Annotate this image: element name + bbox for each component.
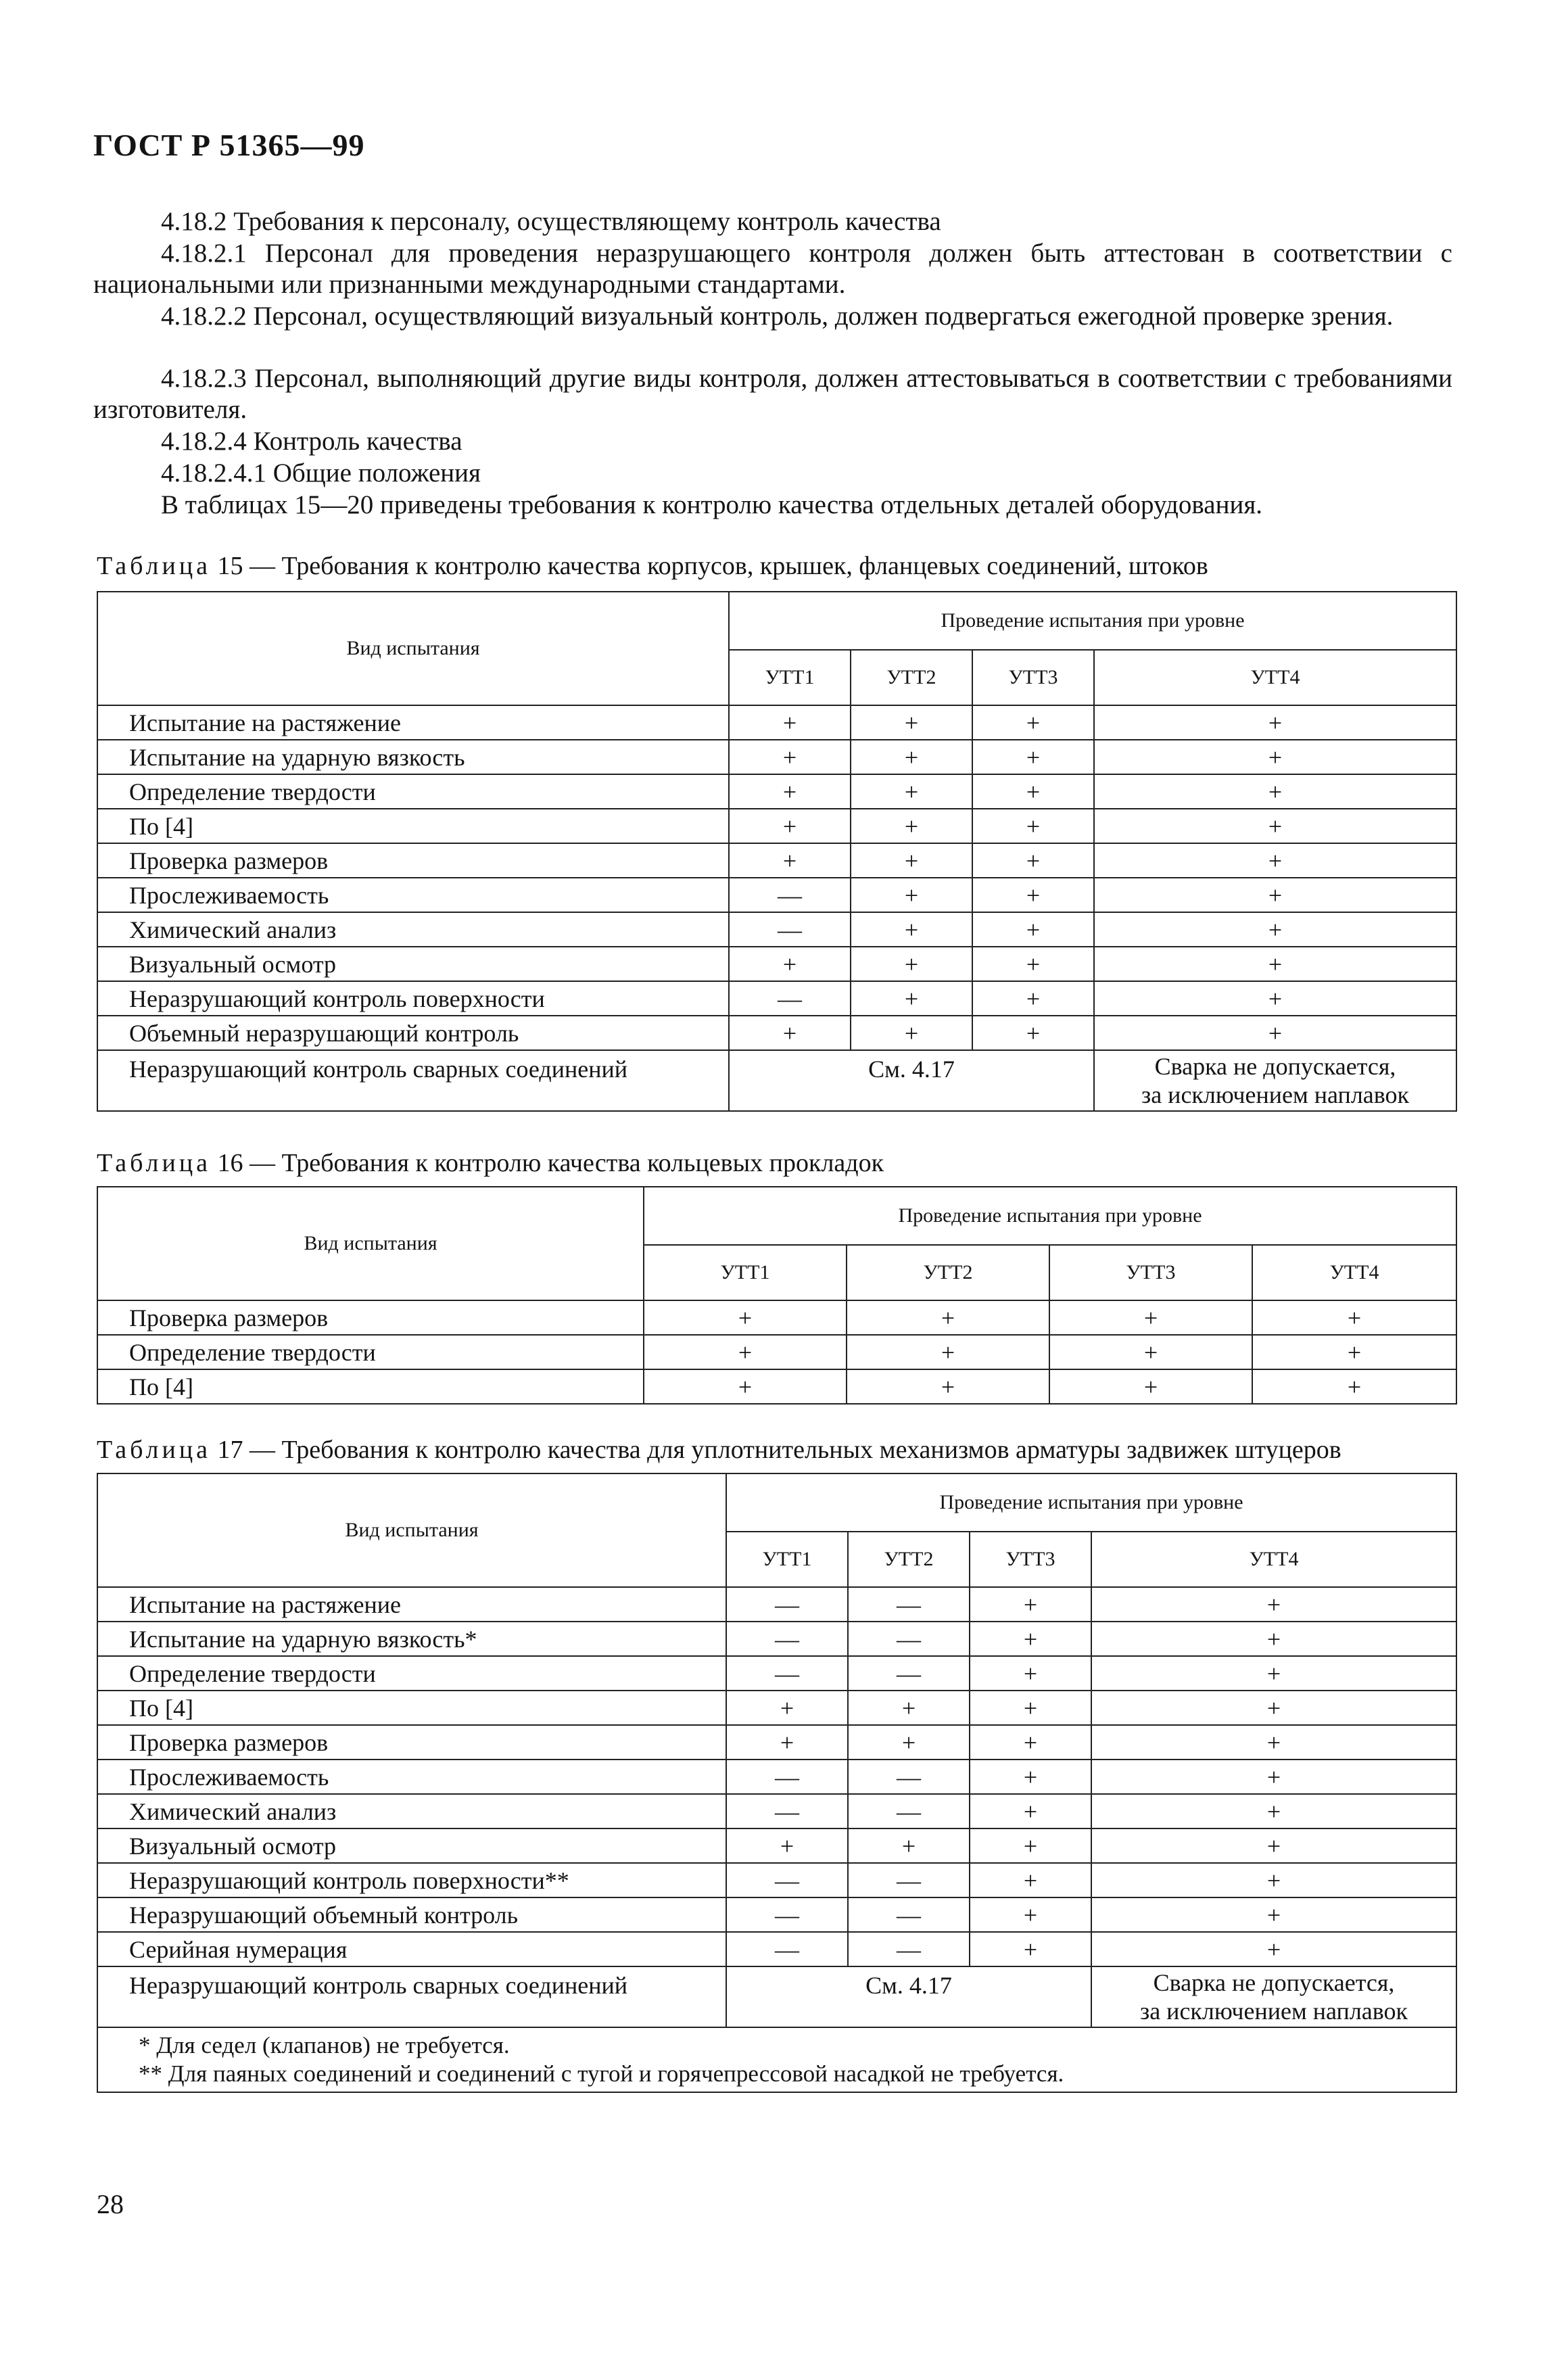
level-4-cell: + bbox=[1252, 1369, 1456, 1404]
header-level-2: УТТ2 bbox=[851, 650, 972, 705]
table-row bbox=[97, 705, 1456, 740]
level-2-cell: — bbox=[848, 1622, 970, 1656]
level-3-cell: + bbox=[970, 1897, 1091, 1932]
header-level-3: УТТ3 bbox=[972, 650, 1094, 705]
welding-note-line-1: Сварка не допускается, bbox=[1153, 1969, 1395, 1996]
footnote-1: * Для седел (клапанов) не требуется. bbox=[139, 2032, 510, 2058]
level-1-cell: + bbox=[726, 1828, 848, 1863]
test-name-cell: Прослеживаемость bbox=[97, 1760, 726, 1794]
header-level-group: Проведение испытания при уровне bbox=[644, 1187, 1456, 1245]
table-row bbox=[97, 1300, 1456, 1335]
header-level-group: Проведение испытания при уровне bbox=[726, 1473, 1456, 1532]
level-2-cell: — bbox=[848, 1794, 970, 1828]
level-1-cell: — bbox=[726, 1897, 848, 1932]
footnote-2: ** Для паяных соединений и соединений с тугой и горячепрессовой насадкой не требуется. bbox=[139, 2060, 1064, 2087]
level-3-cell: + bbox=[972, 843, 1094, 878]
table-row bbox=[97, 774, 1456, 809]
test-name-cell: Проверка размеров bbox=[97, 1725, 726, 1760]
level-3-cell: + bbox=[972, 774, 1094, 809]
table-16 bbox=[97, 1186, 1457, 1405]
level-2-cell: — bbox=[848, 1587, 970, 1622]
header-level-4: УТТ4 bbox=[1094, 650, 1456, 705]
level-1-cell: + bbox=[729, 774, 851, 809]
test-name-cell: Визуальный осмотр bbox=[97, 1828, 726, 1863]
table-row bbox=[97, 1794, 1456, 1828]
header-level-2: УТТ2 bbox=[848, 1532, 970, 1587]
level-4-cell: + bbox=[1094, 774, 1456, 809]
level-2-cell: + bbox=[847, 1335, 1049, 1369]
level-3-cell: + bbox=[970, 1587, 1091, 1622]
level-2-cell: + bbox=[851, 809, 972, 843]
level-4-cell: + bbox=[1252, 1335, 1456, 1369]
test-name-cell: Неразрушающий контроль поверхности bbox=[97, 981, 729, 1016]
level-4-cell: + bbox=[1091, 1863, 1456, 1897]
paragraph-4-18-2: 4.18.2 Требования к персоналу, осуществляющему контроль качества bbox=[161, 207, 941, 236]
level-3-cell: + bbox=[1049, 1369, 1252, 1404]
test-name-cell: Визуальный осмотр bbox=[97, 947, 729, 981]
level-4-cell: + bbox=[1094, 912, 1456, 947]
welding-note bbox=[1091, 1966, 1456, 2027]
table-row bbox=[97, 1725, 1456, 1760]
level-1-cell: — bbox=[729, 981, 851, 1016]
level-2-cell: — bbox=[848, 1656, 970, 1691]
level-3-cell: + bbox=[970, 1794, 1091, 1828]
test-name-cell: Испытание на растяжение bbox=[97, 705, 729, 740]
table-row bbox=[97, 1828, 1456, 1863]
header-level-2: УТТ2 bbox=[847, 1245, 1049, 1300]
welding-note-line-2: за исключением наплавок bbox=[1141, 1081, 1410, 1108]
header-level-1: УТТ1 bbox=[644, 1245, 847, 1300]
test-name-cell: Проверка размеров bbox=[97, 1300, 644, 1335]
table-row bbox=[97, 1863, 1456, 1897]
test-name-cell: Испытание на растяжение bbox=[97, 1587, 726, 1622]
paragraph-tables-intro: В таблицах 15—20 приведены требования к контролю качества отдельных деталей оборудования. bbox=[161, 490, 1263, 519]
level-3-cell: + bbox=[970, 1691, 1091, 1725]
level-3-cell: + bbox=[972, 947, 1094, 981]
level-1-cell: + bbox=[729, 843, 851, 878]
level-1-cell: + bbox=[726, 1725, 848, 1760]
paragraph-4-18-2-4-1: 4.18.2.4.1 Общие положения bbox=[161, 458, 481, 488]
level-4-cell: + bbox=[1094, 981, 1456, 1016]
test-name-cell: Серийная нумерация bbox=[97, 1932, 726, 1966]
test-name-cell: Неразрушающий объемный контроль bbox=[97, 1897, 726, 1932]
level-1-cell: + bbox=[729, 740, 851, 774]
test-name-cell: По [4] bbox=[97, 809, 729, 843]
test-name-cell: Испытание на ударную вязкость* bbox=[97, 1622, 726, 1656]
level-3-cell: + bbox=[1049, 1300, 1252, 1335]
level-4-cell: + bbox=[1091, 1656, 1456, 1691]
table-row bbox=[97, 1369, 1456, 1404]
level-2-cell: + bbox=[851, 705, 972, 740]
level-1-cell: + bbox=[644, 1369, 847, 1404]
level-4-cell: + bbox=[1252, 1300, 1456, 1335]
level-1-cell: + bbox=[729, 705, 851, 740]
level-2-cell: — bbox=[848, 1863, 970, 1897]
level-3-cell: + bbox=[970, 1760, 1091, 1794]
header-level-1: УТТ1 bbox=[726, 1532, 848, 1587]
level-4-cell: + bbox=[1094, 947, 1456, 981]
level-1-cell: + bbox=[729, 947, 851, 981]
level-2-cell: + bbox=[851, 981, 972, 1016]
level-1-cell: + bbox=[644, 1300, 847, 1335]
header-test-type: Вид испытания bbox=[97, 1187, 644, 1300]
paragraph-4-18-2-4: 4.18.2.4 Контроль качества bbox=[161, 427, 462, 456]
level-4-cell: + bbox=[1094, 809, 1456, 843]
paragraph-4-18-2-1: 4.18.2.1 Персонал для проведения неразрушающего контроля должен быть аттестован в соответствии с национальными или признанными международными стандартами. bbox=[93, 239, 1452, 299]
welding-note-line-1: Сварка не допускается, bbox=[1154, 1053, 1396, 1080]
level-2-cell: — bbox=[848, 1760, 970, 1794]
level-2-cell: + bbox=[851, 774, 972, 809]
table-row bbox=[97, 809, 1456, 843]
level-2-cell: + bbox=[851, 947, 972, 981]
level-3-cell: + bbox=[1049, 1335, 1252, 1369]
table-row bbox=[97, 1335, 1456, 1369]
table-row bbox=[97, 878, 1456, 912]
test-name-cell: Химический анализ bbox=[97, 912, 729, 947]
table-17-caption bbox=[97, 1435, 1341, 1465]
test-name-cell: Определение твердости bbox=[97, 1335, 644, 1369]
level-4-cell: + bbox=[1091, 1828, 1456, 1863]
welded-joints-row-label: Неразрушающий контроль сварных соединений bbox=[97, 1050, 729, 1111]
table-row bbox=[97, 1587, 1456, 1622]
level-3-cell: + bbox=[972, 878, 1094, 912]
page-number: 28 bbox=[97, 2189, 124, 2219]
level-2-cell: + bbox=[851, 1016, 972, 1050]
caption-text: 16 — Требования к контролю качества кольцевых прокладок bbox=[211, 1149, 884, 1177]
header-level-group: Проведение испытания при уровне bbox=[729, 592, 1456, 650]
level-4-cell: + bbox=[1091, 1760, 1456, 1794]
level-3-cell: + bbox=[970, 1932, 1091, 1966]
test-name-cell: Химический анализ bbox=[97, 1794, 726, 1828]
level-2-cell: + bbox=[851, 740, 972, 774]
level-4-cell: + bbox=[1091, 1932, 1456, 1966]
table-row bbox=[97, 843, 1456, 878]
table-15-caption bbox=[97, 551, 1208, 581]
table-row bbox=[97, 1760, 1456, 1794]
level-2-cell: + bbox=[847, 1300, 1049, 1335]
level-2-cell: + bbox=[851, 843, 972, 878]
level-1-cell: — bbox=[726, 1932, 848, 1966]
level-2-cell: + bbox=[848, 1828, 970, 1863]
level-1-cell: + bbox=[726, 1691, 848, 1725]
caption-word: Таблица bbox=[97, 552, 212, 580]
header-test-type: Вид испытания bbox=[97, 592, 729, 705]
level-1-cell: + bbox=[729, 809, 851, 843]
level-1-cell: — bbox=[726, 1760, 848, 1794]
level-4-cell: + bbox=[1091, 1587, 1456, 1622]
level-4-cell: + bbox=[1091, 1794, 1456, 1828]
header-level-3: УТТ3 bbox=[1049, 1245, 1252, 1300]
level-4-cell: + bbox=[1094, 740, 1456, 774]
table-row bbox=[97, 912, 1456, 947]
level-1-cell: — bbox=[726, 1587, 848, 1622]
test-name-cell: Прослеживаемость bbox=[97, 878, 729, 912]
welded-joints-reference: См. 4.17 bbox=[726, 1966, 1091, 2027]
caption-text: 17 — Требования к контролю качества для уплотнительных механизмов арматуры задвижек штуцеров bbox=[211, 1436, 1341, 1464]
table-16-caption bbox=[97, 1148, 884, 1178]
test-name-cell: Определение твердости bbox=[97, 774, 729, 809]
table-row bbox=[97, 1622, 1456, 1656]
paragraph-4-18-2-2: 4.18.2.2 Персонал, осуществляющий визуальный контроль, должен подвергаться ежегодной проверке зрения. bbox=[161, 302, 1394, 331]
test-name-cell: Объемный неразрушающий контроль bbox=[97, 1016, 729, 1050]
level-3-cell: + bbox=[970, 1863, 1091, 1897]
level-3-cell: + bbox=[970, 1622, 1091, 1656]
level-2-cell: + bbox=[848, 1691, 970, 1725]
level-3-cell: + bbox=[972, 1016, 1094, 1050]
level-3-cell: + bbox=[972, 809, 1094, 843]
caption-word: Таблица bbox=[97, 1149, 212, 1177]
level-1-cell: — bbox=[729, 878, 851, 912]
table-row bbox=[97, 981, 1456, 1016]
level-2-cell: + bbox=[847, 1369, 1049, 1404]
level-1-cell: — bbox=[726, 1863, 848, 1897]
caption-word: Таблица bbox=[97, 1436, 212, 1464]
welded-joints-row-label: Неразрушающий контроль сварных соединений bbox=[97, 1966, 726, 2027]
level-1-cell: — bbox=[729, 912, 851, 947]
table-row bbox=[97, 1016, 1456, 1050]
level-3-cell: + bbox=[972, 981, 1094, 1016]
caption-text: 15 — Требования к контролю качества корпусов, крышек, фланцевых соединений, штоков bbox=[211, 552, 1208, 580]
level-2-cell: — bbox=[848, 1932, 970, 1966]
level-2-cell: + bbox=[851, 912, 972, 947]
level-1-cell: + bbox=[729, 1016, 851, 1050]
table-row bbox=[97, 1932, 1456, 1966]
level-2-cell: — bbox=[848, 1897, 970, 1932]
header-level-3: УТТ3 bbox=[970, 1532, 1091, 1587]
table-17 bbox=[97, 1473, 1457, 2093]
level-1-cell: — bbox=[726, 1622, 848, 1656]
paragraph-4-18-2-3: 4.18.2.3 Персонал, выполняющий другие виды контроля, должен аттестовываться в соответствии с требованиями изготовителя. bbox=[93, 364, 1452, 424]
level-3-cell: + bbox=[972, 740, 1094, 774]
header-level-1: УТТ1 bbox=[729, 650, 851, 705]
table-row bbox=[97, 740, 1456, 774]
header-test-type: Вид испытания bbox=[97, 1473, 726, 1587]
level-1-cell: — bbox=[726, 1794, 848, 1828]
level-4-cell: + bbox=[1094, 1016, 1456, 1050]
document-header: ГОСТ Р 51365—99 bbox=[93, 128, 365, 162]
test-name-cell: Испытание на ударную вязкость bbox=[97, 740, 729, 774]
welding-note bbox=[1094, 1050, 1456, 1111]
test-name-cell: Неразрушающий контроль поверхности** bbox=[97, 1863, 726, 1897]
level-3-cell: + bbox=[972, 912, 1094, 947]
welding-note-line-2: за исключением наплавок bbox=[1139, 1998, 1408, 2025]
table-row bbox=[97, 947, 1456, 981]
level-4-cell: + bbox=[1094, 878, 1456, 912]
level-3-cell: + bbox=[970, 1725, 1091, 1760]
header-level-4: УТТ4 bbox=[1252, 1245, 1456, 1300]
level-4-cell: + bbox=[1091, 1897, 1456, 1932]
level-3-cell: + bbox=[970, 1656, 1091, 1691]
test-name-cell: По [4] bbox=[97, 1691, 726, 1725]
level-3-cell: + bbox=[972, 705, 1094, 740]
test-name-cell: Проверка размеров bbox=[97, 843, 729, 878]
table-17-footnotes bbox=[97, 2027, 1456, 2092]
table-row bbox=[97, 1691, 1456, 1725]
level-4-cell: + bbox=[1091, 1622, 1456, 1656]
table-row bbox=[97, 1897, 1456, 1932]
level-1-cell: + bbox=[644, 1335, 847, 1369]
level-1-cell: — bbox=[726, 1656, 848, 1691]
test-name-cell: Определение твердости bbox=[97, 1656, 726, 1691]
level-4-cell: + bbox=[1091, 1725, 1456, 1760]
level-4-cell: + bbox=[1091, 1691, 1456, 1725]
test-name-cell: По [4] bbox=[97, 1369, 644, 1404]
level-2-cell: + bbox=[848, 1725, 970, 1760]
level-3-cell: + bbox=[970, 1828, 1091, 1863]
welded-joints-reference: См. 4.17 bbox=[729, 1050, 1094, 1111]
level-4-cell: + bbox=[1094, 705, 1456, 740]
table-15 bbox=[97, 591, 1457, 1112]
level-4-cell: + bbox=[1094, 843, 1456, 878]
level-2-cell: + bbox=[851, 878, 972, 912]
table-row bbox=[97, 1656, 1456, 1691]
header-level-4: УТТ4 bbox=[1091, 1532, 1456, 1587]
